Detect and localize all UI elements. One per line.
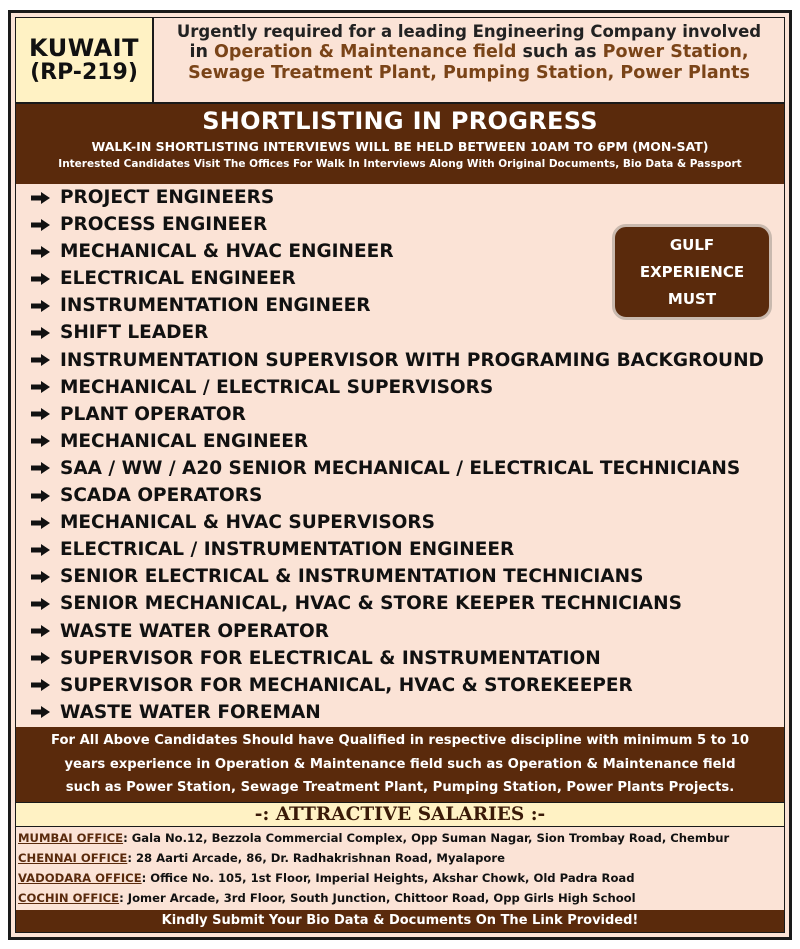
position-item xyxy=(30,672,780,699)
position-title: PROCESS ENGINEER xyxy=(60,214,268,236)
header-line-3: Sewage Treatment Plant, Pumping Station, Power Plants xyxy=(188,63,750,84)
arrow-right-icon xyxy=(30,489,52,503)
position-title: PROJECT ENGINEERS xyxy=(60,187,275,208)
position-title: SENIOR ELECTRICAL & INSTRUMENTATION TECHNICIANS xyxy=(60,566,644,588)
office-address xyxy=(18,888,784,908)
shortlisting-title: SHORTLISTING IN PROGRESS xyxy=(202,107,598,135)
footer-note: Kindly Submit Your Bio Data & Documents On The Link Provided! xyxy=(16,910,784,932)
position-item xyxy=(30,347,780,374)
office-name: VADODARA OFFICE xyxy=(18,871,142,885)
arrow-right-icon xyxy=(30,326,52,340)
office-address-text: : Office No. 105, 1st Floor, Imperial Heights, Akshar Chowk, Old Padra Road xyxy=(141,871,635,885)
position-item xyxy=(30,618,780,645)
gulf-line-3: MUST xyxy=(667,289,717,308)
header-line-2 xyxy=(154,42,784,63)
arrow-right-icon xyxy=(30,705,52,719)
arrow-right-icon xyxy=(30,461,52,475)
position-item xyxy=(30,455,780,482)
arrow-right-icon xyxy=(30,570,52,584)
office-name: MUMBAI OFFICE xyxy=(18,831,124,845)
requirement-line-1: For All Above Candidates Should have Qualified in respective discipline with minimum 5 to 10 xyxy=(50,733,750,748)
header-line-2-mid: such as xyxy=(522,42,597,63)
position-item xyxy=(30,536,780,563)
gulf-line-1: GULF xyxy=(669,235,715,254)
arrow-right-icon xyxy=(30,597,52,611)
position-title: SCADA OPERATORS xyxy=(60,485,263,507)
office-address xyxy=(18,868,784,888)
office-name: COCHIN OFFICE xyxy=(18,891,120,905)
position-title: INSTRUMENTATION ENGINEER xyxy=(60,295,371,317)
arrow-right-icon xyxy=(30,218,52,232)
position-item xyxy=(30,184,780,211)
header-line-2-prefix: in xyxy=(189,42,208,63)
position-title: MECHANICAL ENGINEER xyxy=(60,430,309,452)
walkin-note: Interested Candidates Visit The Offices For Walk In Interviews Along With Original Documents, Bio Data & Passport xyxy=(58,158,742,170)
arrow-right-icon xyxy=(30,678,52,692)
header-text xyxy=(154,18,784,102)
position-item xyxy=(30,590,780,617)
requirement-line-3: such as Power Station, Sewage Treatment Plant, Pumping Station, Power Plants Projects. xyxy=(65,780,735,795)
header xyxy=(16,18,784,102)
position-title: SHIFT LEADER xyxy=(60,322,209,344)
position-title: ELECTRICAL / INSTRUMENTATION ENGINEER xyxy=(60,539,515,561)
header-line-2-tail: Power Station, xyxy=(602,42,749,63)
office-address-text: : 28 Aarti Arcade, 86, Dr. Radhakrishnan Road, Myalapore xyxy=(127,851,505,865)
arrow-right-icon xyxy=(30,245,52,259)
gulf-experience-badge xyxy=(612,224,772,320)
position-title: SUPERVISOR FOR MECHANICAL, HVAC & STOREKEEPER xyxy=(60,674,633,696)
location-box xyxy=(16,18,154,102)
arrow-right-icon xyxy=(30,353,52,367)
arrow-right-icon xyxy=(30,191,52,205)
position-title: INSTRUMENTATION SUPERVISOR WITH PROGRAMING BACKGROUND xyxy=(60,349,764,371)
office-name: CHENNAI OFFICE xyxy=(18,851,128,865)
arrow-right-icon xyxy=(30,651,52,665)
position-title: ELECTRICAL ENGINEER xyxy=(60,268,296,290)
arrow-right-icon xyxy=(30,380,52,394)
position-title: WASTE WATER FOREMAN xyxy=(60,701,321,723)
position-title: MECHANICAL & HVAC SUPERVISORS xyxy=(60,512,435,534)
offices-list xyxy=(18,828,784,908)
position-item xyxy=(30,699,780,726)
requirements-band xyxy=(16,727,784,802)
position-title: SAA / WW / A20 SENIOR MECHANICAL / ELECTRICAL TECHNICIANS xyxy=(60,457,741,479)
salaries-banner: -: ATTRACTIVE SALARIES :- xyxy=(16,802,784,827)
position-item xyxy=(30,563,780,590)
gulf-line-2: EXPERIENCE xyxy=(639,262,745,281)
position-title: SUPERVISOR FOR ELECTRICAL & INSTRUMENTATION xyxy=(60,647,601,669)
position-title: MECHANICAL & HVAC ENGINEER xyxy=(60,241,394,263)
position-item xyxy=(30,482,780,509)
ad-inner xyxy=(15,17,785,933)
arrow-right-icon xyxy=(30,434,52,448)
position-item xyxy=(30,509,780,536)
shortlisting-band xyxy=(16,102,784,184)
position-title: WASTE WATER OPERATOR xyxy=(60,620,329,642)
arrow-right-icon xyxy=(30,299,52,313)
arrow-right-icon xyxy=(30,624,52,638)
arrow-right-icon xyxy=(30,516,52,530)
header-field-highlight: Operation & Maintenance field xyxy=(214,42,517,63)
header-line-1: Urgently required for a leading Engineering Company involved xyxy=(176,22,762,41)
position-item xyxy=(30,319,780,346)
position-item xyxy=(30,401,780,428)
requirement-line-2: years experience in Operation & Maintenance field such as Operation & Maintenance field xyxy=(64,756,736,772)
office-address xyxy=(18,828,784,848)
position-title: SENIOR MECHANICAL, HVAC & STORE KEEPER TECHNICIANS xyxy=(60,593,682,615)
arrow-right-icon xyxy=(30,543,52,557)
arrow-right-icon xyxy=(30,407,52,421)
position-title: PLANT OPERATOR xyxy=(60,403,246,425)
office-address xyxy=(18,848,784,868)
position-title: MECHANICAL / ELECTRICAL SUPERVISORS xyxy=(60,376,494,398)
office-address-text: : Jomer Arcade, 3rd Floor, South Junction, Chittoor Road, Opp Girls High School xyxy=(119,891,636,905)
location-label: KUWAIT xyxy=(29,33,139,62)
walkin-info: WALK-IN SHORTLISTING INTERVIEWS WILL BE HELD BETWEEN 10AM TO 6PM (MON-SAT) xyxy=(91,139,709,154)
position-item xyxy=(30,645,780,672)
reference-code: (RP-219) xyxy=(30,60,138,86)
arrow-right-icon xyxy=(30,272,52,286)
ad-frame xyxy=(8,10,792,940)
position-item xyxy=(30,428,780,455)
position-item xyxy=(30,374,780,401)
office-address-text: : Gala No.12, Bezzola Commercial Complex, Opp Suman Nagar, Sion Trombay Road, Chembur xyxy=(123,831,730,845)
